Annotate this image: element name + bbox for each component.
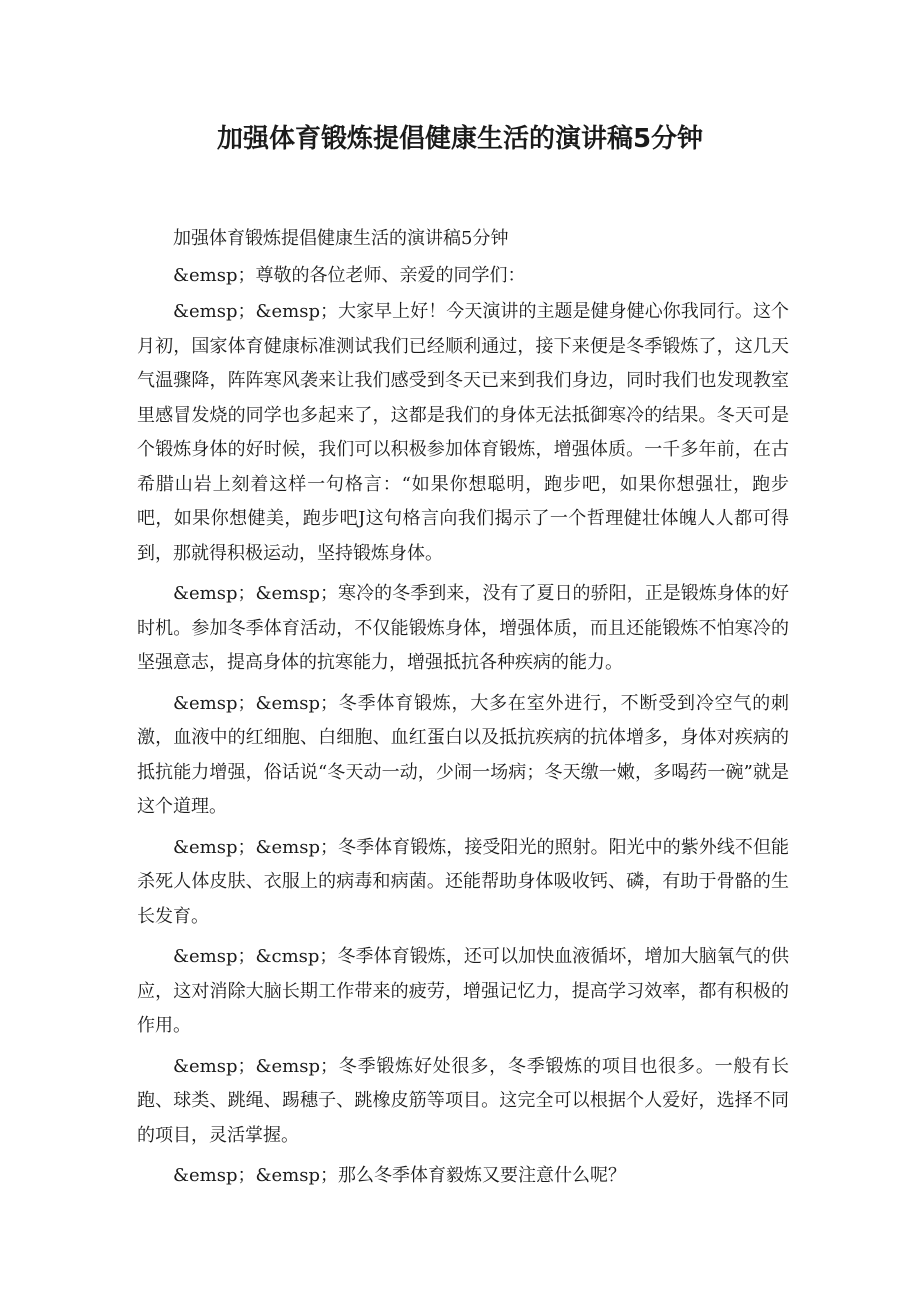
body-paragraph: &emsp；&emsp；寒冷的冬季到来，没有了夏日的骄阳，正是锻炼身体的好时机。参加冬季体育活动，不仅能锻炼身体，增强体质，而且还能锻炼不怕寒冷的坚强意志，提高身体的抗寒能力，增强抵抗各种疾病的能力。 (137, 583, 789, 673)
body-paragraph: &emsp；&cmsp；冬季体育锻炼，还可以加快血液循坏，增加大脑氧气的供应，这对消除大脑长期工作带来的疲劳，增强记忆力，提高学习效率，都有积极的作用。 (137, 946, 789, 1036)
greeting-paragraph: &emsp；尊敬的各位老师、亲爱的同学们： (173, 264, 526, 286)
document-body (137, 222, 789, 1200)
document-title: 加强体育锻炼提倡健康生活的演讲稿5分钟 (216, 124, 704, 154)
subtitle-paragraph: 加强体育锻炼提倡健康生活的演讲稿5分钟 (173, 228, 509, 249)
body-paragraph: &emsp；&emsp；冬季体育锻炼，大多在室外进行，不断受到冷空气的刺激，血液中的红细胞、白细胞、血红蛋白以及抵抗疾病的抗体增多，身体对疾病的抵抗能力增强，俗话说“冬天动一动，少闹一场病；冬天缴一嫩，多喝药一碗”就是这个道理。 (137, 692, 789, 817)
body-paragraph: &emsp；&emsp；冬季体育锻炼，接受阳光的照射。阳光中的紫外线不但能杀死人体皮肤、衣服上的病毒和病菌。还能帮助身体吸收钙、磷，有助于骨骼的生长发育。 (137, 836, 789, 927)
body-paragraph: &emsp；&emsp；大家早上好！今天演讲的主题是健身健心你我同行。这个月初，国家体育健康标准测试我们已经顺利通过，接下来便是冬季锻炼了，这几天气温骤降，阵阵寒风袭来让我们感受到冬天已来到我们身边，同时我们也发现教室里感冒发烧的同学也多起来了，这都是我们的身体无法抵御寒冷的结果。冬天可是个锻炼身体的好时候，我们可以积极参加体育锻炼，增强体质。一千多年前，在古希腊山岩上刻着这样一句格言：“如果你想聪明，跑步吧，如果你想强壮，跑步吧，如果你想健美，跑步吧J这句格言向我们揭示了一个哲理健壮体魄人人都可得到，那就得积极运动，坚持锻炼身体。 (137, 301, 789, 564)
body-paragraph: &emsp；&emsp；冬季锻炼好处很多，冬季锻炼的项目也很多。一般有长跑、球类、跳绳、踢穗子、跳橡皮筋等项目。这完全可以根据个人爱好，选择不同的项目，灵活掌握。 (137, 1055, 789, 1146)
body-paragraph: &emsp；&emsp；那么冬季体育毅炼又要注意什么呢？ (173, 1165, 627, 1186)
